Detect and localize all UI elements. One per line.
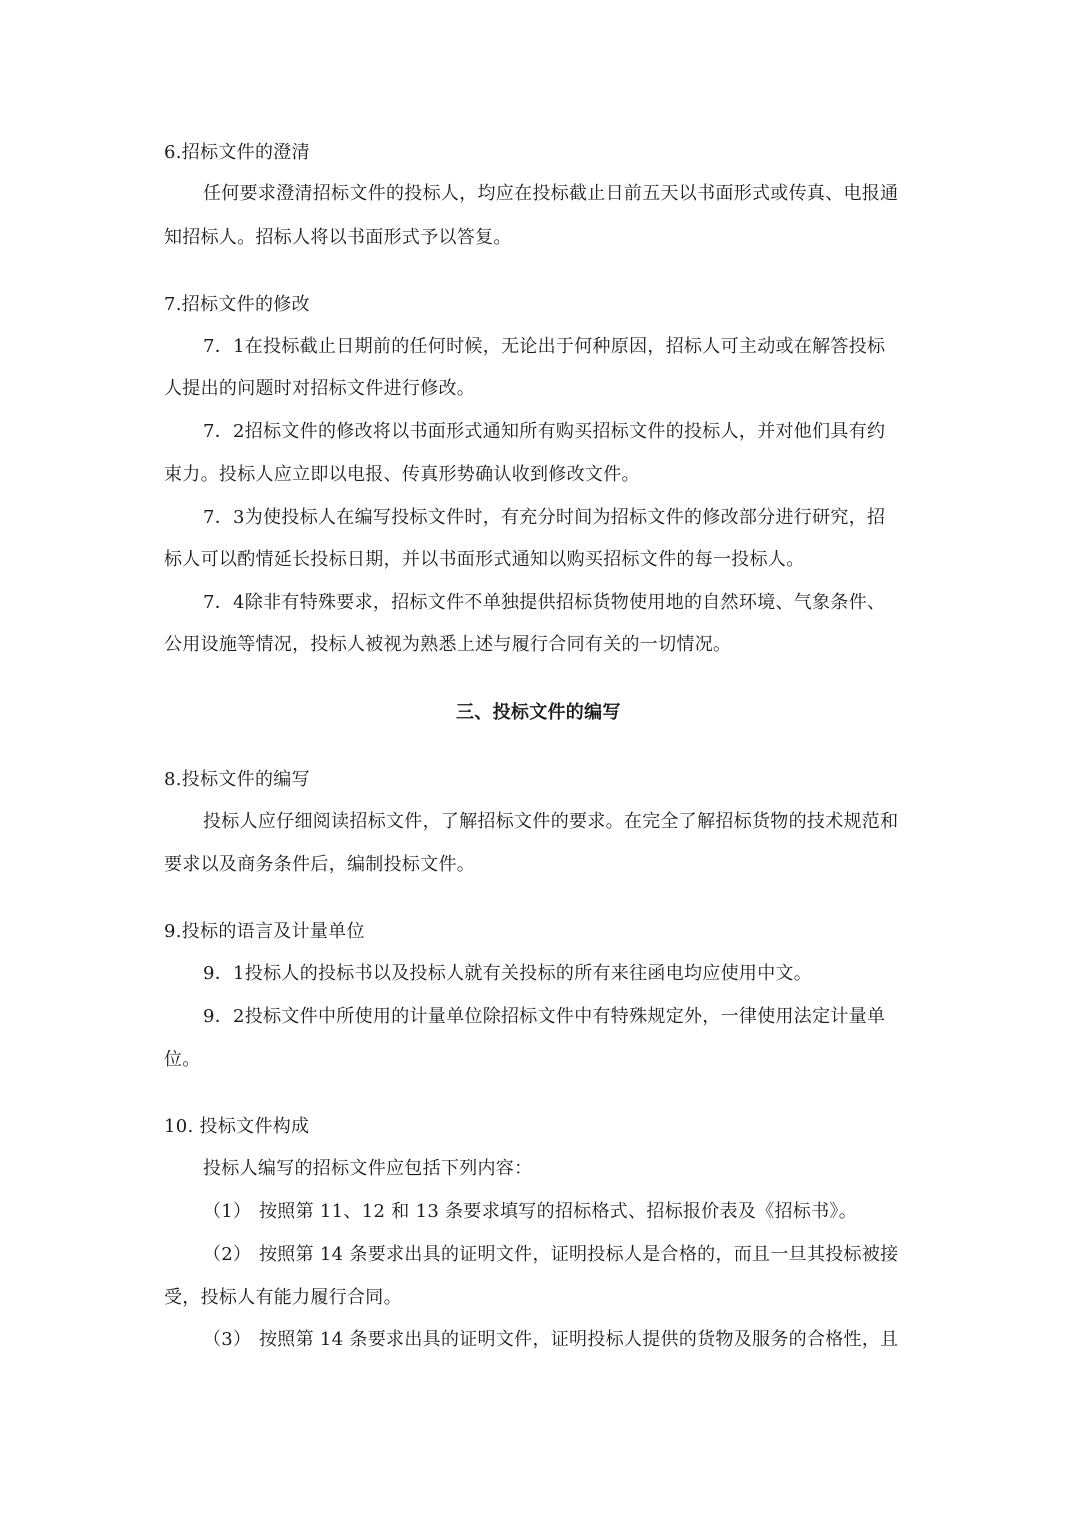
list-item-number: （1） [203,1201,252,1222]
list-item-number: （3） [203,1329,252,1350]
section-7-paragraph-line: 公用设施等情况，投标人被视为熟悉上述与履行合同有关的一切情况。 [164,634,732,655]
section-8-body-line: 投标人应仔细阅读招标文件，了解招标文件的要求。在完全了解招标货物的技术规范和 [203,811,899,832]
section-6-title: 6.招标文件的澄清 [164,142,310,163]
section-7-paragraph-line: 束力。投标人应立即以电报、传真形势确认收到修改文件。 [164,464,640,485]
section-6-body-line: 任何要求澄清招标文件的投标人，均应在投标截止日前五天以书面形式或传真、电报通 [203,183,899,204]
section-9-paragraph-line: 9．1投标人的投标书以及投标人就有关投标的所有来往函电均应使用中文。 [203,963,813,984]
list-item-text: 按照第 14 条要求出具的证明文件，证明投标人提供的货物及服务的合格性，且 [259,1329,899,1350]
list-item-text: 按照第 11、12 和 13 条要求填写的招标格式、招标报价表及《招标书》。 [259,1201,857,1222]
list-item-number: （2） [203,1244,252,1265]
section-7-paragraph-line: 7．4除非有特殊要求，招标文件不单独提供招标货物使用地的自然环境、气象条件、 [203,592,886,613]
section-7-paragraph-line: 标人可以酌情延长投标日期，并以书面形式通知以购买招标文件的每一投标人。 [164,549,805,570]
section-9-paragraph-line: 9．2投标文件中所使用的计量单位除招标文件中有特殊规定外，一律使用法定计量单 [203,1006,886,1027]
section-9-title: 9.投标的语言及计量单位 [164,921,365,942]
section-10-title: 10. 投标文件构成 [164,1116,310,1137]
section-7-paragraph-line: 人提出的问题时对招标文件进行修改。 [164,378,476,399]
section-9-paragraph-line: 位。 [164,1049,201,1070]
list-item-text: 按照第 14 条要求出具的证明文件，证明投标人是合格的，而且一旦其投标被接 [259,1244,899,1265]
section-7-paragraph-line: 7．2招标文件的修改将以书面形式通知所有购买招标文件的投标人，并对他们具有约 [203,421,886,442]
list-item-text: 受，投标人有能力履行合同。 [164,1287,402,1308]
section-7-paragraph-line: 7．3为使投标人在编写投标文件时，有充分时间为招标文件的修改部分进行研究，招 [203,507,886,528]
section-6-body-line: 知招标人。招标人将以书面形式予以答复。 [164,227,512,248]
chapter-heading: 三、投标文件的编写 [456,702,621,723]
section-8-body-line: 要求以及商务条件后，编制投标文件。 [164,854,476,875]
section-7-paragraph-line: 7．1在投标截止日期前的任何时候，无论出于何种原因，招标人可主动或在解答投标 [203,336,886,357]
section-8-title: 8.投标文件的编写 [164,769,310,790]
section-7-title: 7.招标文件的修改 [164,294,310,315]
section-10-intro: 投标人编写的招标文件应包括下列内容： [203,1158,533,1179]
